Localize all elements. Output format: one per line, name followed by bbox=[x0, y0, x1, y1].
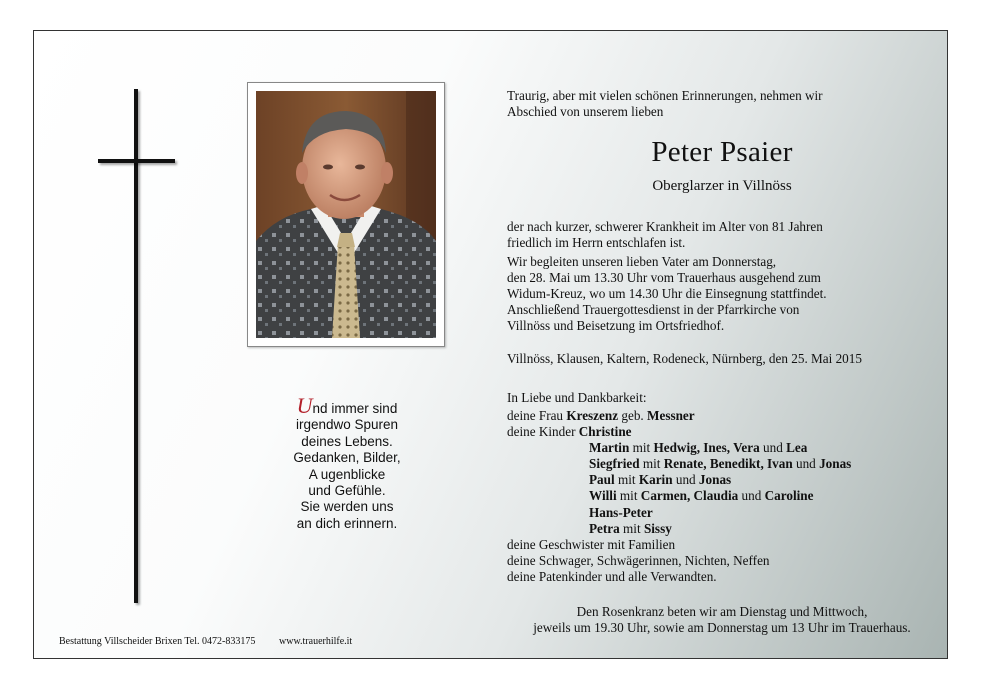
mourner-name: Renate, Benedikt, Ivan bbox=[663, 456, 793, 472]
mourner-name: Jonas bbox=[698, 472, 732, 488]
obituary-card bbox=[33, 30, 948, 659]
mourner-relation: mit bbox=[629, 440, 654, 456]
mourner-name: Lea bbox=[786, 440, 808, 456]
mourner-line bbox=[507, 488, 851, 504]
mourner-relation: und bbox=[672, 472, 699, 488]
mourner-name: Jonas bbox=[819, 456, 852, 472]
mourner-name: Siegfried bbox=[589, 456, 640, 472]
mourner-name: Karin bbox=[638, 472, 673, 488]
undertaker-info: Bestattung Villscheider Brixen Tel. 0472-833175 bbox=[59, 636, 256, 647]
poem-line: Sie werden uns bbox=[300, 499, 394, 515]
mourner-name: Sissy bbox=[643, 520, 672, 536]
website-link[interactable]: www.trauerhilfe.it bbox=[279, 636, 353, 647]
mourner-relation: mit bbox=[614, 472, 639, 488]
mourner-relation: deine Geschwister mit Familien bbox=[507, 536, 676, 552]
death-announcement: der nach kurzer, schwerer Krankheit im Alter von 81 Jahren friedlich im Herrn entschlafen ist. bbox=[507, 219, 823, 250]
love-heading: In Liebe und Dankbarkeit: bbox=[507, 390, 647, 405]
mourner-name: Willi bbox=[589, 488, 617, 504]
mourner-line bbox=[507, 424, 851, 440]
rosary-info: Den Rosenkranz beten wir am Dienstag und Mittwoch, jeweils um 19.30 Uhr, sowie am Donnerstag um 13 Uhr im Trauerhaus. bbox=[533, 604, 911, 635]
mourner-line bbox=[507, 472, 851, 488]
poem-first-line: nd immer sind bbox=[312, 401, 398, 416]
portrait-frame bbox=[247, 82, 445, 347]
cross-vertical-bar bbox=[134, 89, 138, 603]
intro-text: Traurig, aber mit vielen schönen Erinnerungen, nehmen wir Abschied von unserem lieben bbox=[507, 88, 823, 119]
deceased-name: Peter Psaier bbox=[651, 136, 793, 168]
mourner-line bbox=[507, 553, 851, 569]
poem-line: Gedanken, Bilder, bbox=[293, 450, 401, 466]
mourner-name: Christine bbox=[578, 424, 632, 440]
poem-line: A ugenblicke bbox=[308, 466, 386, 482]
mourner-relation: deine Kinder bbox=[507, 424, 579, 440]
mourner-line bbox=[507, 456, 851, 472]
mourner-name: Carmen, Claudia bbox=[640, 488, 739, 504]
mourner-name: Hans-Peter bbox=[589, 504, 653, 520]
mourner-relation: und bbox=[792, 456, 820, 472]
mourner-relation: mit bbox=[639, 456, 664, 472]
memorial-poem bbox=[247, 393, 447, 532]
funeral-details: Wir begleiten unseren lieben Vater am Donnerstag, den 28. Mai um 13.30 Uhr vom Trauerhaus ausgehend zum Widum-Kreuz, wo um 14.30 Uhr die Einsegnung stattfindet. Anschließend Trauergottesdienst in der Pfarrkirche von Villnöss und Beisetzung im Ortsfriedhof. bbox=[507, 254, 827, 333]
mourner-name: Caroline bbox=[764, 488, 814, 504]
poem-initial: U bbox=[296, 393, 313, 418]
mourner-relation: und bbox=[738, 488, 765, 504]
mourner-relation: geb. bbox=[618, 408, 648, 423]
place-date: Villnöss, Klausen, Kaltern, Rodeneck, Nürnberg, den 25. Mai 2015 bbox=[507, 351, 862, 366]
mourner-line bbox=[507, 408, 851, 424]
mourner-line bbox=[507, 537, 851, 553]
mourner-relation: und bbox=[759, 440, 787, 456]
mourner-relation: mit bbox=[616, 488, 641, 504]
mourner-relation: deine Frau bbox=[507, 408, 567, 423]
poem-line: deines Lebens. bbox=[301, 433, 393, 449]
mourner-line bbox=[507, 521, 851, 537]
mourner-name: Paul bbox=[589, 472, 615, 488]
mourner-line bbox=[507, 569, 851, 585]
mourner-line bbox=[507, 440, 851, 456]
portrait-photo bbox=[256, 91, 436, 338]
mourner-line bbox=[507, 505, 851, 521]
mourner-name: Hedwig, Ines, Vera bbox=[653, 440, 760, 456]
poem-line: irgendwo Spuren bbox=[295, 417, 399, 433]
cross-horizontal-bar bbox=[98, 159, 175, 163]
mourner-relation: mit bbox=[619, 520, 644, 536]
mourner-name: Petra bbox=[589, 520, 620, 536]
mourner-list bbox=[507, 408, 851, 585]
poem-line: an dich erinnern. bbox=[296, 515, 398, 531]
poem-line: und Gefühle. bbox=[308, 483, 386, 499]
deceased-subtitle: Oberglarzer in Villnöss bbox=[652, 178, 792, 194]
mourner-name: Martin bbox=[589, 440, 630, 456]
poem-line bbox=[247, 393, 447, 418]
mourner-name: Kreszenz bbox=[566, 408, 619, 423]
mourner-relation: deine Patenkinder und alle Verwandten. bbox=[507, 568, 717, 584]
mourner-relation: deine Schwager, Schwägerinnen, Nichten, Neffen bbox=[507, 552, 770, 568]
mourner-name: Messner bbox=[647, 408, 695, 423]
